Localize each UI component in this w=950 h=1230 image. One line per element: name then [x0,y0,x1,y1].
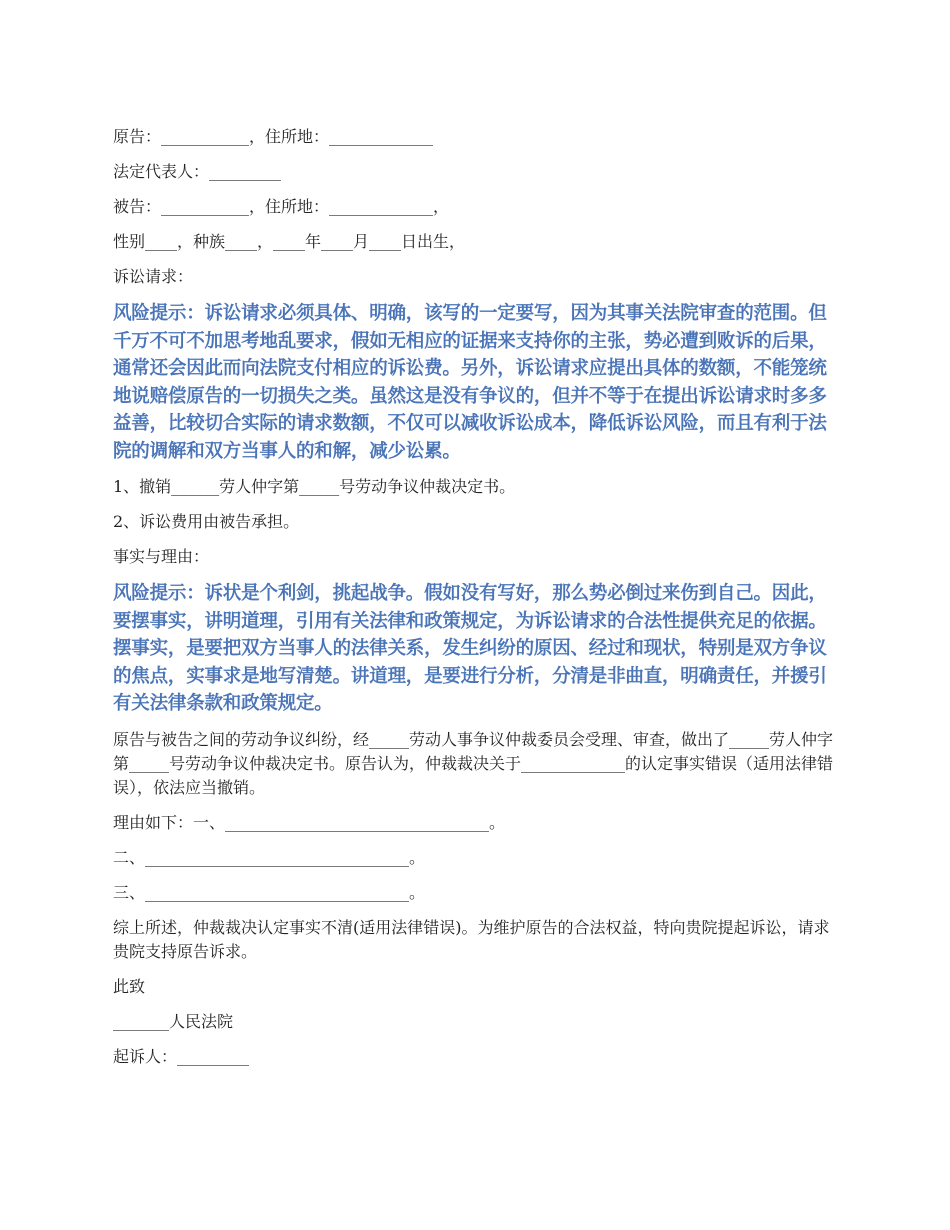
gender-birth-line: 性别____，种族____，____年____月____日出生， [113,232,466,251]
claim-item-1: 1、撤销______劳人仲字第_____号劳动争议仲裁决定书。 [113,477,516,496]
court-line: _______人民法院 [113,1011,234,1031]
document-body [113,125,833,1080]
signer-line: 起诉人：_________ [113,1046,250,1066]
facts-paragraph: 原告与被告之间的劳动争议纠纷，经_____劳动人事争议仲裁委员会受理、审查，做出了_____劳人仲字第_____号劳动争议仲裁决定书。原告认为，仲裁裁决关于_____________的认定事实错误（适用法律错误），依法应当撤销。 [113,729,834,797]
risk-tip-claims: 风险提示：诉讼请求必须具体、明确，该写的一定要写，因为其事关法院审查的范围。但千万不可不加思考地乱要求，假如无相应的证据来支持你的主张，势必遭到败诉的后果，通常还会因此而向法院支付相应的诉讼费。另外，诉讼请求应提出具体的数额，不能笼统地说赔偿原告的一切损失之类。虽然这是没有争议的，但并不等于在提出诉讼请求时多多益善，比较切合实际的请求数额，不仅可以减收诉讼成本，降低诉讼风险，而且有利于法院的调解和双方当事人的和解，减少讼累。 [113,303,827,462]
conclusion-paragraph: 综上所述，仲裁裁决认定事实不清(适用法律错误)。为维护原告的合法权益，特向贵院提起诉讼，请求贵院支持原告诉求。 [113,917,830,961]
salutation: 此致 [113,976,146,996]
plaintiff-line: 原告：___________，住所地：_____________ [113,127,434,146]
defendant-line: 被告：___________，住所地：_____________， [113,197,450,216]
reason-item-1: 理由如下：一、_________________________________。 [113,812,506,832]
claim-item-2: 2、诉讼费用由被告承担。 [113,512,300,531]
reason-item-3: 三、_________________________________。 [113,882,426,902]
facts-heading: 事实与理由： [113,547,210,566]
claims-heading: 诉讼请求： [113,267,194,286]
risk-tip-facts: 风险提示：诉状是个利剑，挑起战争。假如没有写好，那么势必倒过来伤到自己。因此，要摆事实，讲明道理，引用有关法律和政策规定，为诉讼请求的合法性提供充足的依据。摆事实，是要把双方当事人的法律关系，发生纠纷的原因、经过和现状，特别是双方争议的焦点，实事求是地写清楚。讲道理，是要进行分析，分清是非曲直，明确责任，并援引有关法律条款和政策规定。 [113,583,827,714]
legal-representative-line: 法定代表人：_________ [113,162,282,181]
reason-item-2: 二、_________________________________。 [113,847,426,867]
